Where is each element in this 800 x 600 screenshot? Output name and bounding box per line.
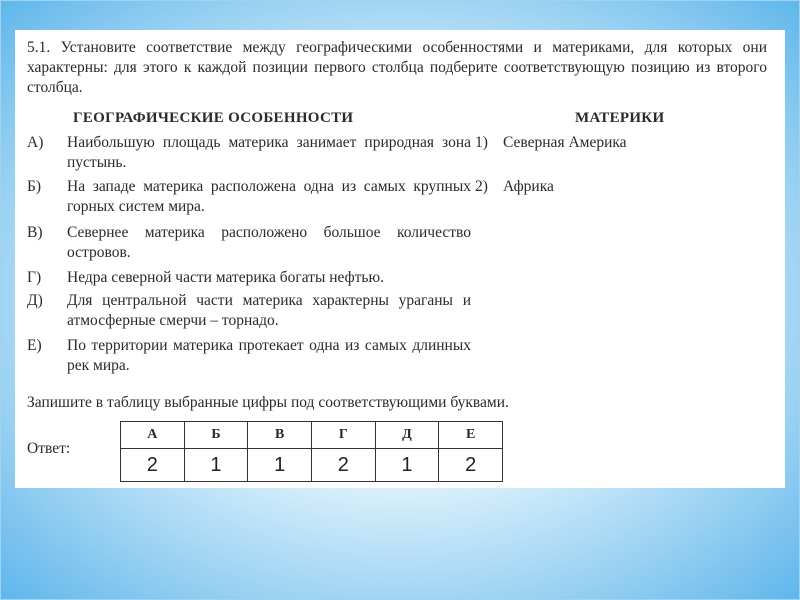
answer-value-cell[interactable]: 2 [311,449,375,482]
feature-letter: Е) [27,337,42,354]
feature-text: Для центральной части материка характерны ураганы и атмосферные смерчи – торнадо. [67,292,471,329]
answer-value-cell[interactable]: 1 [375,449,439,482]
continents-column-header: МАТЕРИКИ [575,110,665,126]
feature-letter: А) [27,134,44,151]
continent-number: 1) [475,134,488,151]
answer-value-cell[interactable]: 2 [439,449,503,482]
answer-value-cell[interactable]: 1 [184,449,248,482]
answer-table-header-row [121,422,503,449]
feature-letter: Г) [27,269,42,286]
continent-name: Северная Америка [503,134,627,151]
answer-header-cell: А [121,422,185,449]
answer-header-cell: Г [311,422,375,449]
features-column-header: ГЕОГРАФИЧЕСКИЕ ОСОБЕННОСТИ [73,110,354,126]
answer-value-cell[interactable]: 1 [248,449,312,482]
feature-letter: В) [27,224,43,241]
answer-header-cell: Е [439,422,503,449]
worksheet-page [15,30,785,488]
task-statement: 5.1. Установите соответствие между географическими особенностями и материками, для которых они характерны: для этого к каждой позиции первого столбца подберите соответствующую позицию из второго столбца. [27,39,767,96]
answer-table-values-row [121,449,503,482]
answer-label: Ответ: [27,440,71,457]
feature-text: На западе материка расположена одна из самых крупных горных систем мира. [67,178,471,215]
answer-header-cell: Б [184,422,248,449]
instruction-text: Запишите в таблицу выбранные цифры под соответствующими буквами. [27,394,509,411]
continent-number: 2) [475,178,488,195]
continent-name: Африка [503,178,554,195]
answer-value-cell[interactable]: 2 [121,449,185,482]
feature-text: По территории материка протекает одна из самых длинных рек мира. [67,337,471,374]
feature-letter: Д) [27,292,43,309]
feature-text: Севернее материка расположено большое количество островов. [67,224,471,261]
feature-letter: Б) [27,178,42,195]
answer-table [120,421,503,482]
answer-header-cell: В [248,422,312,449]
answer-header-cell: Д [375,422,439,449]
feature-text: Недра северной части материка богаты нефтью. [67,269,384,286]
feature-text: Наибольшую площадь материка занимает природная зона пустынь. [67,134,471,171]
